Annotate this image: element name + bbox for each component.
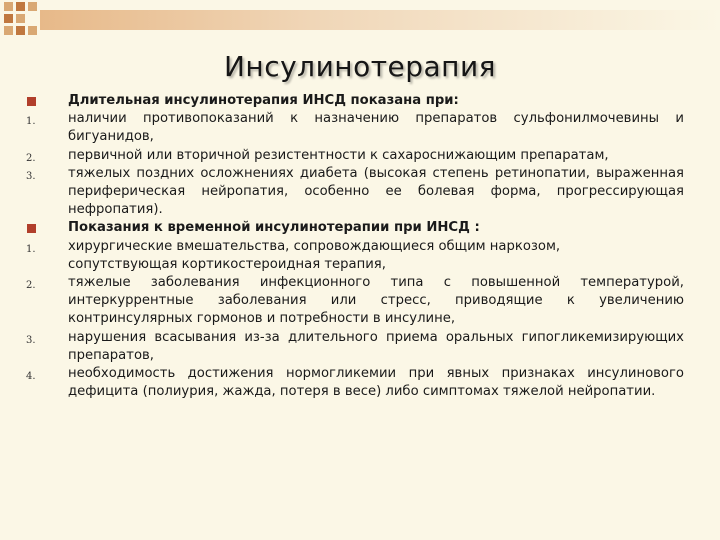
list-item bbox=[0, 238, 720, 274]
item-number: 1. bbox=[26, 243, 36, 255]
item-text: хирургические вмешательства, сопровождающиеся общим наркозом, bbox=[68, 238, 561, 254]
deco-square bbox=[4, 14, 13, 23]
item-number: 2. bbox=[26, 280, 36, 292]
item-number: 3. bbox=[26, 334, 36, 346]
section-heading-text: Показания к временной инсулинотерапии при ИНСД : bbox=[68, 220, 480, 236]
section-heading bbox=[0, 219, 720, 237]
item-text: необходимость достижения нормогликемии при явных признаках инсулинового дефицита (полиурия, жажда, потеря в весе) либо симптомах тяжелой нейропатии. bbox=[68, 366, 684, 400]
list-item bbox=[0, 274, 720, 329]
list-item bbox=[0, 147, 720, 165]
slide-content bbox=[0, 92, 720, 401]
item-text: нарушения всасывания из-за длительного приема оральных гипогликемизирующих препаратов, bbox=[68, 329, 684, 363]
item-text-wrapper bbox=[68, 238, 684, 274]
deco-square bbox=[28, 2, 37, 11]
slide-title: Инсулинотерапия bbox=[223, 50, 497, 83]
section-heading-text: Длительная инсулинотерапия ИНСД показана при: bbox=[68, 93, 459, 108]
square-bullet-icon bbox=[27, 224, 36, 233]
item-number: 2. bbox=[26, 152, 36, 164]
deco-square bbox=[4, 26, 13, 35]
deco-square bbox=[16, 14, 25, 23]
deco-square bbox=[28, 26, 37, 35]
deco-square bbox=[4, 2, 13, 11]
header-band bbox=[40, 10, 720, 30]
list-item bbox=[0, 365, 720, 401]
item-text: тяжелых поздних осложнениях диабета (высокая степень ретинопатии, выраженная периферическая нейропатия, особенно ее болевая форма, прогрессирующая нефропатия). bbox=[68, 165, 684, 218]
deco-square bbox=[16, 2, 25, 11]
deco-square bbox=[16, 26, 25, 35]
item-text-continuation: сопутствующая кортикостероидная терапия, bbox=[68, 256, 386, 272]
item-number: 4. bbox=[26, 371, 36, 383]
item-text: тяжелые заболевания инфекционного типа с повышенной температурой, интеркуррентные заболевания или стресс, приводящие к увеличению контринсулярных гормонов и потребности в инсулине, bbox=[68, 275, 684, 327]
item-text: первичной или вторичной резистентности к сахароснижающим препаратам, bbox=[68, 147, 609, 163]
item-text: наличии противопоказаний к назначению препаратов сульфонилмочевины и бигуанидов, bbox=[68, 111, 684, 145]
item-number: 3. bbox=[26, 170, 36, 182]
list-item bbox=[0, 110, 720, 146]
list-item bbox=[0, 165, 720, 220]
section-heading bbox=[0, 92, 720, 110]
item-number: 1. bbox=[26, 116, 36, 128]
list-item bbox=[0, 329, 720, 365]
square-bullet-icon bbox=[27, 97, 36, 106]
